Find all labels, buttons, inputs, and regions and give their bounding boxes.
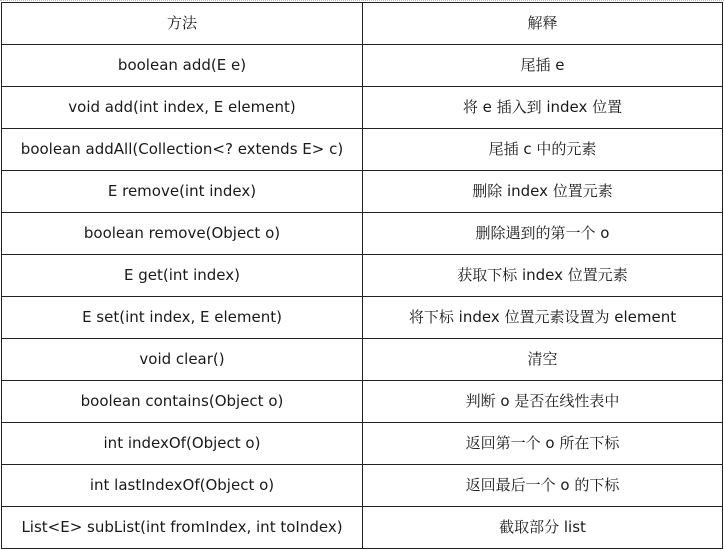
- table-row: [2, 129, 723, 171]
- description-cell: 删除 index 位置元素: [363, 171, 723, 213]
- method-cell: E remove(int index): [2, 171, 363, 213]
- table-row: [2, 45, 723, 87]
- table-row: [2, 297, 723, 339]
- method-cell: boolean addAll(Collection<? extends E> c): [2, 129, 363, 171]
- method-cell: E get(int index): [2, 255, 363, 297]
- method-cell: List<E> subList(int fromIndex, int toIndex): [2, 507, 363, 549]
- description-cell: 尾插 c 中的元素: [363, 129, 723, 171]
- method-cell: E set(int index, E element): [2, 297, 363, 339]
- table-row: [2, 465, 723, 507]
- method-table: [1, 2, 723, 549]
- description-cell: 判断 o 是否在线性表中: [363, 381, 723, 423]
- table-row: [2, 87, 723, 129]
- description-cell: 尾插 e: [363, 45, 723, 87]
- method-cell: void add(int index, E element): [2, 87, 363, 129]
- method-cell: boolean contains(Object o): [2, 381, 363, 423]
- header-row: [2, 3, 723, 45]
- description-cell: 返回最后一个 o 的下标: [363, 465, 723, 507]
- description-cell: 删除遇到的第一个 o: [363, 213, 723, 255]
- method-cell: boolean add(E e): [2, 45, 363, 87]
- table-row: [2, 507, 723, 549]
- header-description: 解释: [363, 3, 723, 45]
- table-row: [2, 423, 723, 465]
- table-row: [2, 171, 723, 213]
- description-cell: 返回第一个 o 所在下标: [363, 423, 723, 465]
- description-cell: 清空: [363, 339, 723, 381]
- table-row: [2, 255, 723, 297]
- method-cell: boolean remove(Object o): [2, 213, 363, 255]
- table-row: [2, 339, 723, 381]
- header-method: 方法: [2, 3, 363, 45]
- description-cell: 将下标 index 位置元素设置为 element: [363, 297, 723, 339]
- description-cell: 截取部分 list: [363, 507, 723, 549]
- method-cell: void clear(): [2, 339, 363, 381]
- method-cell: int lastIndexOf(Object o): [2, 465, 363, 507]
- table-row: [2, 213, 723, 255]
- table-row: [2, 381, 723, 423]
- description-cell: 将 e 插入到 index 位置: [363, 87, 723, 129]
- method-cell: int indexOf(Object o): [2, 423, 363, 465]
- description-cell: 获取下标 index 位置元素: [363, 255, 723, 297]
